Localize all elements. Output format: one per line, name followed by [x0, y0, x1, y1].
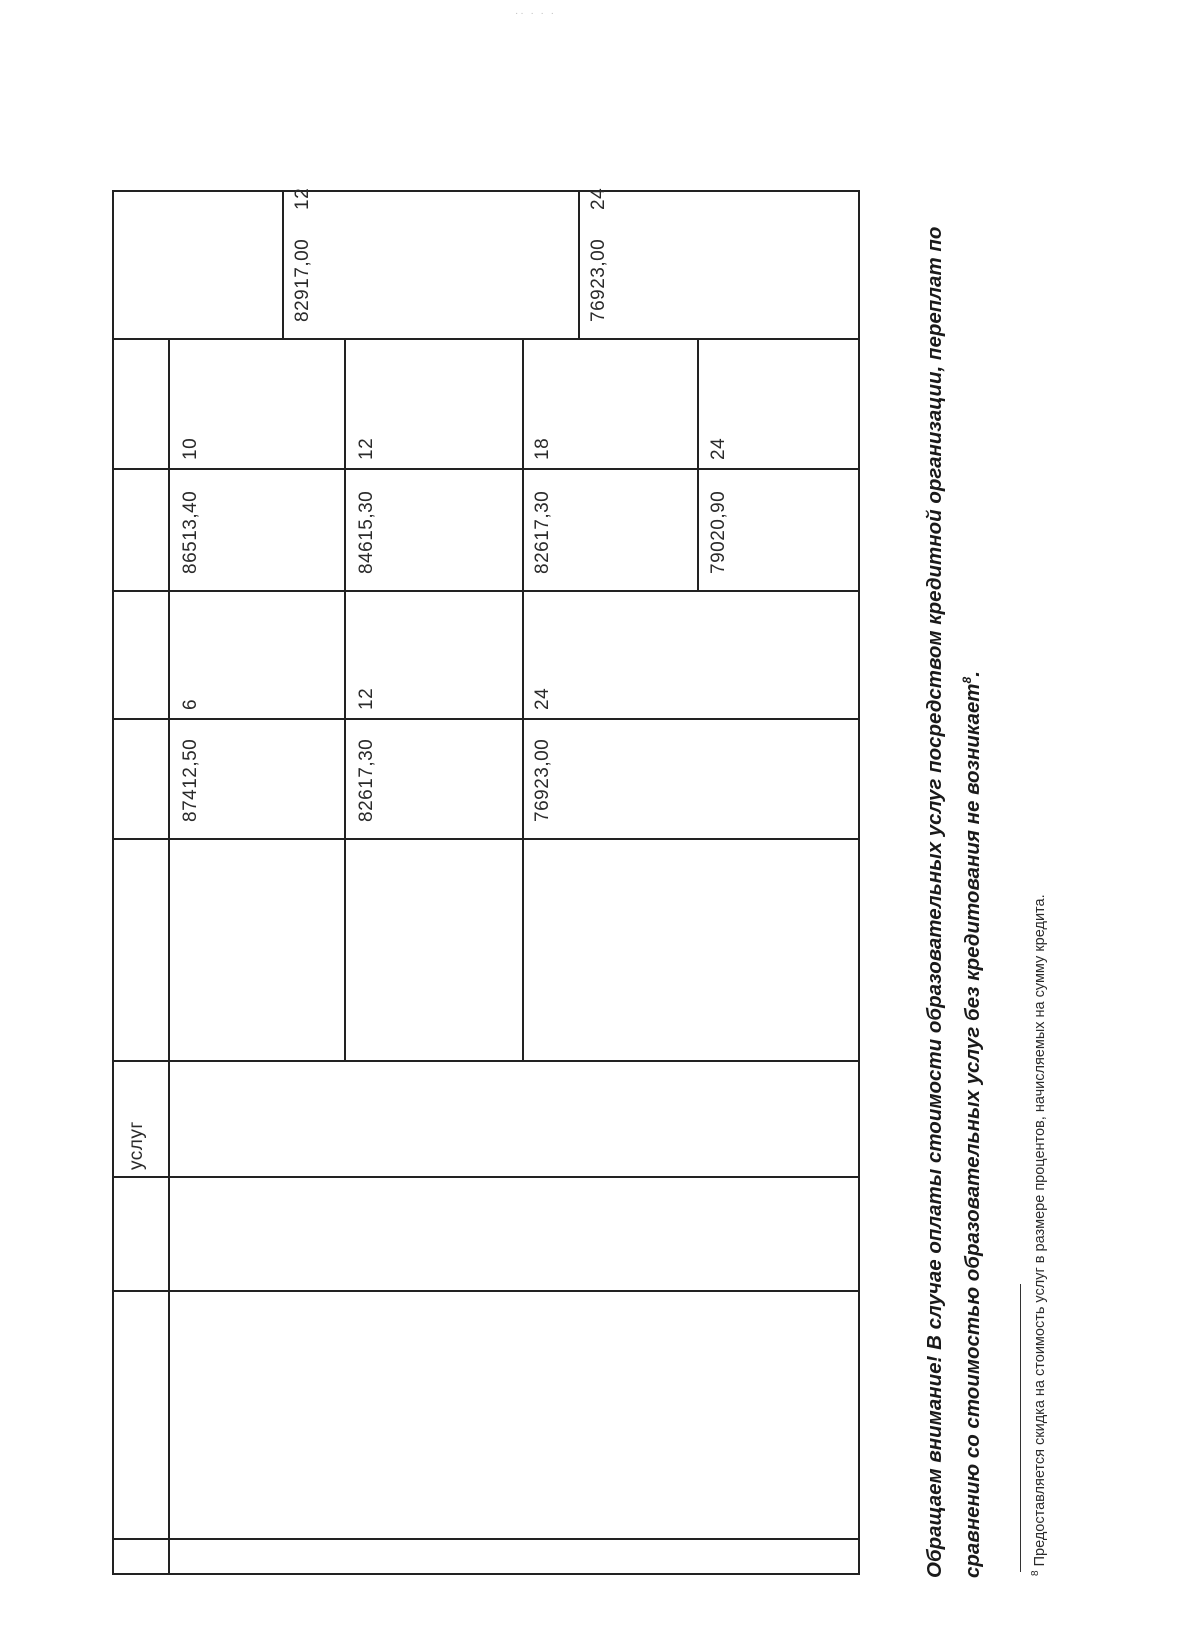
- group-a-price: 87412,50: [180, 738, 201, 822]
- service-label: услуг: [126, 1121, 147, 1170]
- notice-end: .: [960, 671, 984, 677]
- group-c-price: 82917,00: [292, 238, 313, 322]
- group-c-months: 12: [292, 187, 313, 210]
- group-a-price: 82617,30: [356, 738, 377, 822]
- group-a-months: 12: [356, 687, 377, 710]
- group-b-months: 10: [180, 437, 201, 460]
- footnote-rule: [1020, 1284, 1021, 1572]
- rotated-page: [0, 80, 1048, 1650]
- group-c-price: 76923,00: [588, 238, 609, 322]
- group-b-price: 82617,30: [532, 490, 553, 574]
- footnote-marker: 8: [1030, 1570, 1041, 1576]
- group-a-months: 6: [180, 698, 201, 710]
- group-c-months: 24: [588, 187, 609, 210]
- footnote: [1030, 894, 1048, 1576]
- group-a-price: 76923,00: [532, 738, 553, 822]
- notice-text: В случае оплаты стоимости образовательных услуг посредством кредитной организации, переплат по сравнению со стоимостью образовательных услуг без кредитования не возникает: [923, 226, 984, 1578]
- group-b-months: 12: [356, 437, 377, 460]
- group-b-price: 79020,90: [708, 490, 729, 574]
- group-b-months: 18: [532, 437, 553, 460]
- group-b-price: 86513,40: [180, 490, 201, 574]
- notice-lead: Обращаем внимание!: [923, 1355, 946, 1578]
- group-b-months: 24: [708, 437, 729, 460]
- footnote-text: Предоставляется скидка на стоимость услуг в размере процентов, начисляемых на сумму кредита.: [1031, 894, 1048, 1571]
- group-a-months: 24: [532, 687, 553, 710]
- notice-paragraph: [918, 118, 989, 1578]
- group-b-price: 84615,30: [356, 490, 377, 574]
- scan-artifact: ·· · · ·: [515, 8, 556, 19]
- notice-footnote-marker: 8: [960, 676, 974, 684]
